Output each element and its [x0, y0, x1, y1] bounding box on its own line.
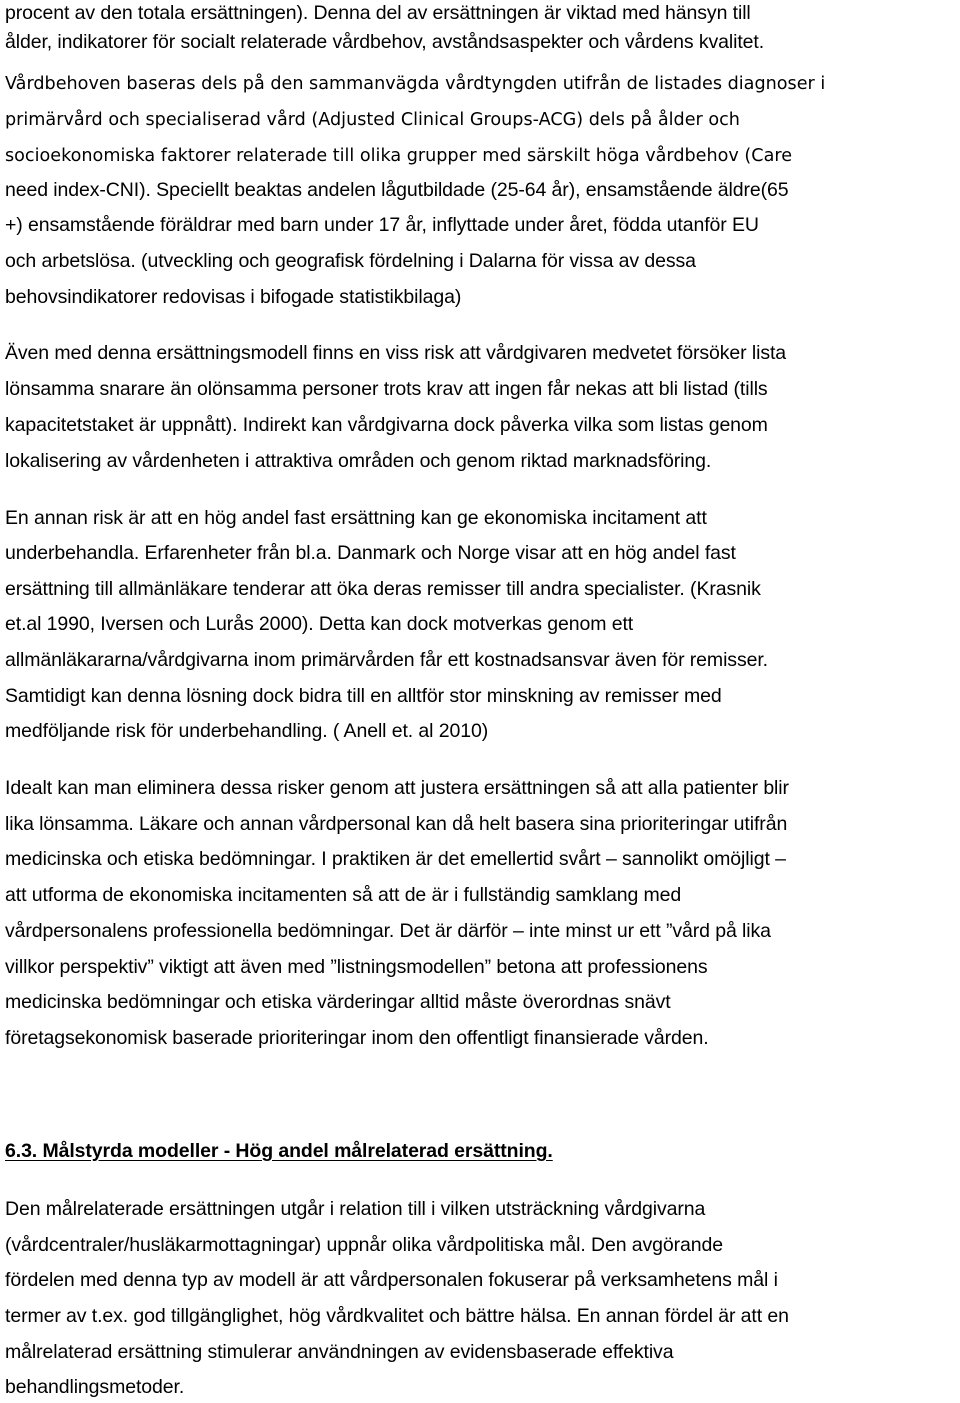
- text-line: Vårdbehoven baseras dels på den sammanvägda vårdtyngden utifrån de listades diagnoser i: [5, 74, 826, 94]
- text-line: procent av den totala ersättningen). Denna del av ersättningen är viktad med hänsyn till: [5, 2, 751, 24]
- text-line: medicinska och etiska bedömningar. I praktiken är det emellertid svårt – sannolikt omöjligt –: [5, 848, 786, 870]
- text-line: lokalisering av vårdenheten i attraktiva områden och genom riktad marknadsföring.: [5, 450, 712, 472]
- text-line: att utforma de ekonomiska incitamenten så att de är i fullständig samklang med: [5, 884, 682, 906]
- text-line: socioekonomiska faktorer relaterade till olika grupper med särskilt höga vårdbehov (Care: [5, 146, 793, 166]
- text-line: ålder, indikatorer för socialt relaterade vårdbehov, avståndsaspekter och vårdens kvalitet.: [5, 31, 765, 53]
- text-line: Idealt kan man eliminera dessa risker genom att justera ersättningen så att alla patienter blir: [5, 777, 789, 799]
- text-line: En annan risk är att en hög andel fast ersättning kan ge ekonomiska incitament att: [5, 507, 707, 529]
- text-line: behandlingsmetoder.: [5, 1376, 185, 1398]
- text-line: medicinska bedömningar och etiska värderingar alltid måste överordnas snävt: [5, 991, 671, 1013]
- text-line: termer av t.ex. god tillgänglighet, hög vårdkvalitet och bättre hälsa. En annan fördel är att en: [5, 1305, 789, 1327]
- text-line: vårdpersonalens professionella bedömningar. Det är därför – inte minst ur ett ”vård på lika: [5, 920, 771, 942]
- text-line: medföljande risk för underbehandling. ( Anell et. al 2010): [5, 720, 489, 742]
- text-line: +) ensamstående föräldrar med barn under 17 år, inflyttade under året, födda utanför EU: [5, 214, 759, 236]
- text-line: och arbetslösa. (utveckling och geografisk fördelning i Dalarna för vissa av dessa: [5, 250, 696, 272]
- text-line: lönsamma snarare än olönsamma personer trots krav att ingen får nekas att bli listad (tills: [5, 378, 768, 400]
- text-line: målrelaterad ersättning stimulerar användningen av evidensbaserade effektiva: [5, 1341, 674, 1363]
- text-line: (vårdcentraler/husläkarmottagningar) uppnår olika vårdpolitiska mål. Den avgörande: [5, 1234, 724, 1256]
- text-line: Den målrelaterade ersättningen utgår i relation till i vilken utsträckning vårdgivarna: [5, 1198, 706, 1220]
- text-line: kapacitetstaket är uppnått). Indirekt kan vårdgivarna dock påverka vilka som listas genom: [5, 414, 768, 436]
- text-line: need index-CNI). Speciellt beaktas andelen lågutbildade (25-64 år), ensamstående äldre(65: [5, 179, 789, 201]
- text-line: villkor perspektiv” viktigt att även med ”listningsmodellen” betona att professionens: [5, 956, 708, 978]
- text-line: fördelen med denna typ av modell är att vårdpersonalen fokuserar på verksamhetens mål i: [5, 1269, 778, 1291]
- text-line: företagsekonomisk baserade prioriteringar inom den offentligt finansierade vården.: [5, 1027, 709, 1049]
- text-line: et.al 1990, Iversen och Lurås 2000). Detta kan dock motverkas genom ett: [5, 613, 634, 635]
- text-line: allmänläkararna/vårdgivarna inom primärvården får ett kostnadsansvar även för remisser.: [5, 649, 768, 671]
- section-heading: 6.3. Målstyrda modeller - Hög andel målrelaterad ersättning.: [5, 1140, 553, 1162]
- text-line: lika lönsamma. Läkare och annan vårdpersonal kan då helt basera sina prioriteringar utifrån: [5, 813, 788, 835]
- text-line: underbehandla. Erfarenheter från bl.a. Danmark och Norge visar att en hög andel fast: [5, 542, 736, 564]
- text-line: Samtidigt kan denna lösning dock bidra till en alltför stor minskning av remisser med: [5, 685, 722, 707]
- text-line: Även med denna ersättningsmodell finns en viss risk att vårdgivaren medvetet försöker lista: [5, 342, 787, 364]
- text-line: behovsindikatorer redovisas i bifogade statistikbilaga): [5, 286, 462, 308]
- text-line: ersättning till allmänläkare tenderar att öka deras remisser till andra specialister. (Krasnik: [5, 578, 761, 600]
- text-line: primärvård och specialiserad vård (Adjusted Clinical Groups-ACG) dels på ålder och: [5, 110, 740, 130]
